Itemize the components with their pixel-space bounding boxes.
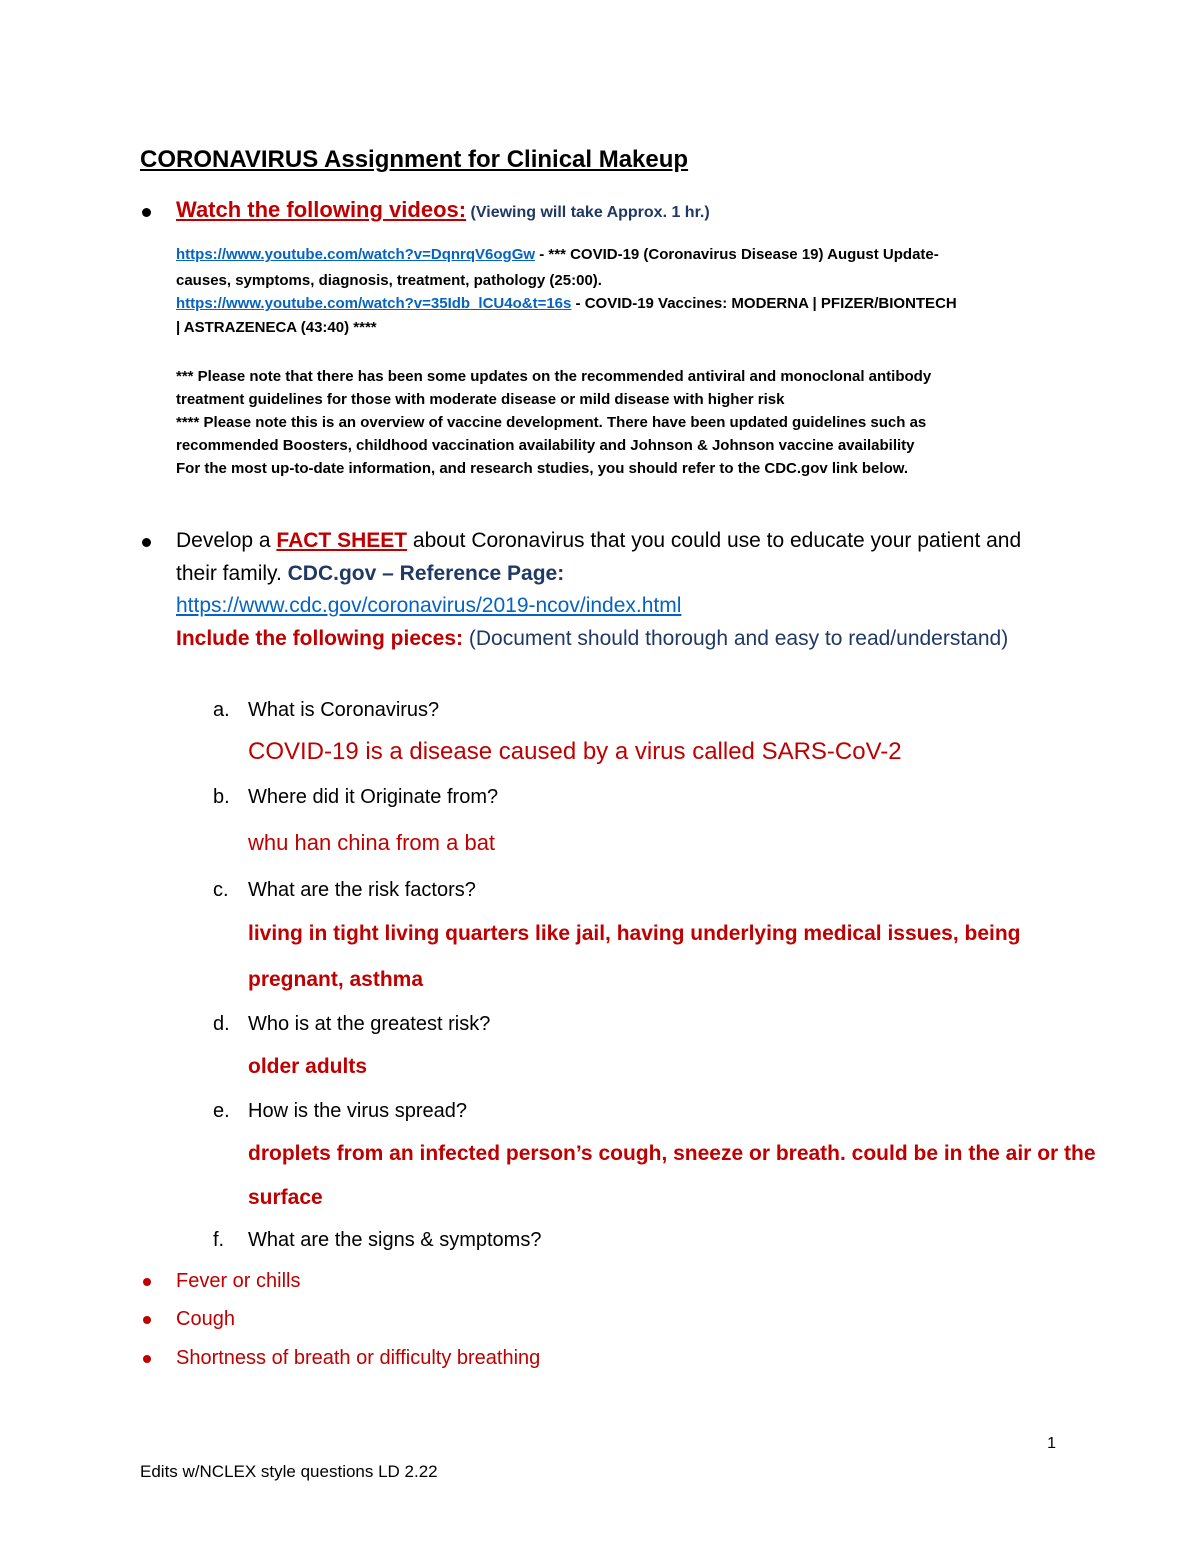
question-d: Who is at the greatest risk? (248, 1013, 491, 1035)
page-number: 1 (1047, 1435, 1056, 1452)
cdc-link[interactable]: https://www.cdc.gov/coronavirus/2019-ncov/index.html (176, 594, 682, 617)
symptom-item: Shortness of breath or difficulty breathing (176, 1347, 541, 1369)
question-c-letter: c. (213, 879, 229, 901)
video2-link[interactable]: https://www.youtube.com/watch?v=35Idb_lCU4o&t=16s (176, 295, 572, 312)
cdc-link-line (176, 594, 681, 618)
question-b-letter: b. (213, 786, 230, 808)
video2-desc-2: | ASTRAZENECA (43:40) **** (176, 319, 377, 336)
video1-desc: - *** COVID-19 (Coronavirus Disease 19) August Update- (535, 246, 939, 263)
answer-d: older adults (248, 1055, 368, 1078)
note-line: recommended Boosters, childhood vaccination availability and Johnson & Johnson vaccine availability (176, 437, 915, 454)
video2-desc: - COVID-19 Vaccines: MODERNA | PFIZER/BIONTECH (571, 295, 957, 312)
watch-heading: Watch the following videos: (176, 197, 467, 222)
watch-heading-line (176, 197, 710, 223)
answer-e-line-2: surface (248, 1186, 323, 1209)
answer-a: COVID-19 is a disease caused by a virus called SARS-CoV-2 (248, 738, 902, 765)
fact-line2-text: their family. (176, 562, 288, 585)
video1-line (176, 246, 939, 263)
answer-b: whu han china from a bat (248, 830, 496, 855)
note-line: For the most up-to-date information, and research studies, you should refer to the CDC.gov link below. (176, 460, 909, 477)
note-line: treatment guidelines for those with moderate disease or mild disease with higher risk (176, 391, 785, 408)
video1-link[interactable]: https://www.youtube.com/watch?v=DqnrqV6ogGw (176, 246, 536, 263)
question-a: What is Coronavirus? (248, 699, 440, 721)
question-f: What are the signs & symptoms? (248, 1229, 542, 1251)
answer-c-line-1: living in tight living quarters like jail, having underlying medical issues, being (248, 922, 1021, 945)
fact-line-2 (176, 562, 564, 586)
watch-note: (Viewing will take Approx. 1 hr.) (470, 204, 710, 221)
symptom-item: Fever or chills (176, 1270, 301, 1292)
question-e: How is the virus spread? (248, 1100, 467, 1122)
symptom-item: Cough (176, 1308, 235, 1330)
bullet-icon (143, 1355, 151, 1363)
footer-text: Edits w/NCLEX style questions LD 2.22 (140, 1462, 438, 1481)
bullet-icon (143, 1316, 151, 1324)
notes-block (176, 365, 931, 480)
fact-sheet-highlight: FACT SHEET (276, 529, 408, 552)
note-line: **** Please note this is an overview of vaccine development. There have been updated guidelines such as (176, 414, 927, 431)
reference-label: CDC.gov – Reference Page: (287, 562, 565, 585)
question-d-letter: d. (213, 1013, 230, 1035)
fact-post: about Coronavirus that you could use to educate your patient and (407, 529, 1022, 552)
page-title: CORONAVIRUS Assignment for Clinical Makeup (140, 146, 689, 173)
fact-pre: Develop a (176, 529, 277, 552)
video2-line (176, 295, 957, 312)
question-c: What are the risk factors? (248, 879, 476, 901)
question-f-letter: f. (213, 1229, 225, 1251)
bullet-icon (143, 1278, 151, 1286)
question-a-letter: a. (213, 699, 230, 721)
include-line (176, 627, 1008, 651)
bullet-icon (142, 208, 151, 217)
include-note: (Document should thorough and easy to read/understand) (463, 627, 1009, 650)
fact-line-1 (176, 529, 1021, 553)
answer-c-line-2: pregnant, asthma (248, 968, 424, 991)
video1-desc-2: causes, symptoms, diagnosis, treatment, pathology (25:00). (176, 272, 602, 289)
note-line: *** Please note that there has been some updates on the recommended antiviral and monoclonal antibody (176, 368, 932, 385)
bullet-icon (142, 538, 151, 547)
question-b: Where did it Originate from? (248, 786, 499, 808)
include-label: Include the following pieces: (176, 627, 464, 650)
answer-e-line-1: droplets from an infected person’s cough, sneeze or breath. could be in the air or the (248, 1142, 1096, 1165)
question-e-letter: e. (213, 1100, 230, 1122)
